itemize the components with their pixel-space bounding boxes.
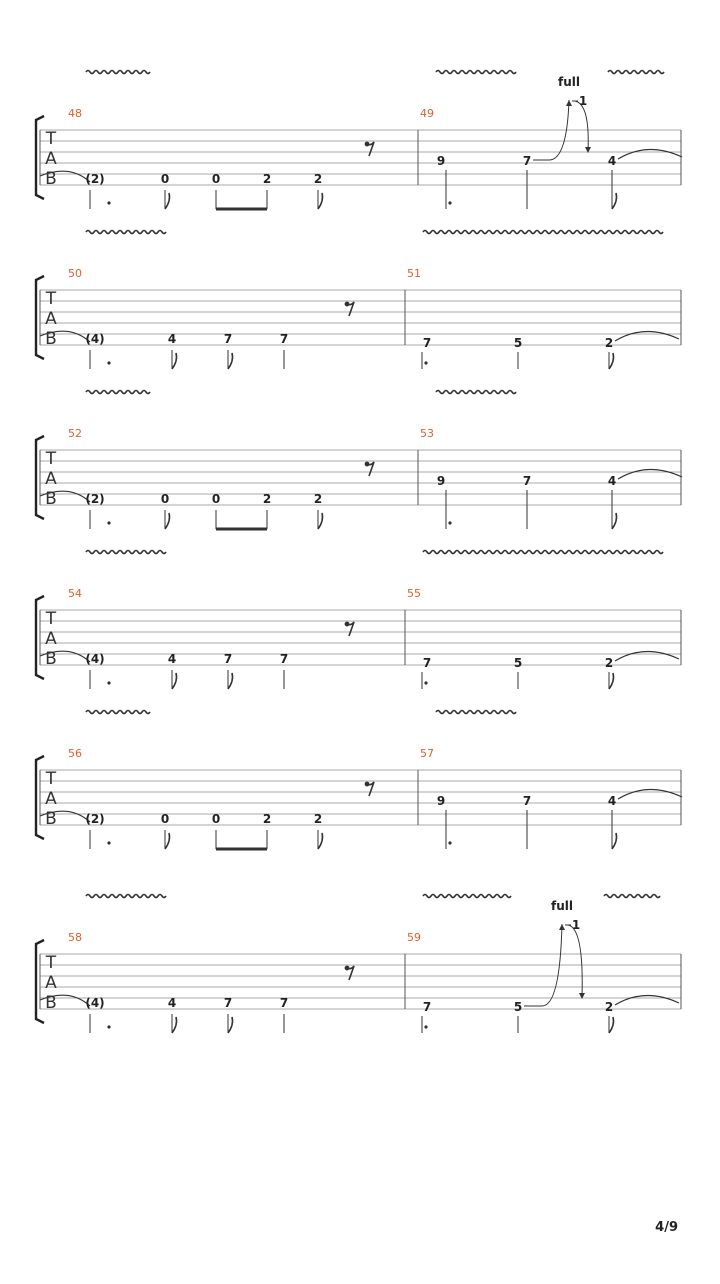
fret-number: 7 (279, 652, 289, 666)
note-flag (609, 353, 614, 369)
fret-number: 9 (436, 794, 446, 808)
measure-number: 57 (420, 747, 434, 760)
tab-system (36, 895, 681, 1034)
tab-clef-letter: B (45, 809, 57, 829)
note-flag (228, 1017, 233, 1033)
tab-clef-letter: A (45, 789, 57, 809)
tab-clef-letter: T (45, 769, 57, 789)
note-flag (318, 193, 323, 209)
vibrato-mark (423, 551, 663, 554)
measure-number: 59 (407, 931, 421, 944)
tab-clef-letter: A (45, 629, 57, 649)
tab-clef-letter: B (45, 993, 57, 1013)
fret-number: 2 (313, 812, 323, 826)
tab-clef-letter: T (45, 953, 57, 973)
dot (448, 201, 451, 204)
fret-number: 2 (604, 336, 614, 350)
note-flag (165, 193, 170, 209)
fret-number: 5 (513, 656, 523, 670)
tie-arc (615, 331, 679, 341)
note-flag (318, 833, 323, 849)
vibrato-mark (86, 551, 166, 554)
vibrato-mark (608, 71, 664, 74)
measure-number: 48 (68, 107, 82, 120)
vibrato-mark (423, 895, 511, 898)
fret-number: 4 (167, 652, 177, 666)
eighth-rest (347, 302, 354, 316)
fret-number: 2 (262, 172, 272, 186)
tab-clef-letter: T (45, 129, 57, 149)
bend-arrow (559, 924, 565, 930)
note-flag (228, 673, 233, 689)
measure-number: 53 (420, 427, 434, 440)
note-flag (612, 513, 617, 529)
vibrato-mark (423, 231, 663, 234)
tie-arc (618, 789, 682, 799)
measure-number: 56 (68, 747, 82, 760)
eighth-rest (367, 142, 374, 156)
tab-system (36, 231, 681, 370)
dot (107, 841, 110, 844)
vibrato-mark (436, 71, 516, 74)
fret-number: 7 (279, 996, 289, 1010)
tab-clef-letter: A (45, 309, 57, 329)
fret-number: 2 (262, 812, 272, 826)
measure-number: 50 (68, 267, 82, 280)
fret-number: 0 (211, 172, 221, 186)
vibrato-mark (86, 71, 150, 74)
fret-number: 0 (160, 172, 170, 186)
note-flag (172, 1017, 177, 1033)
tab-system (36, 711, 682, 850)
dot (424, 1025, 427, 1028)
measure-number: 58 (68, 931, 82, 944)
tie-arc (618, 469, 682, 479)
vibrato-mark (436, 391, 516, 394)
fret-number: 4 (167, 996, 177, 1010)
vibrato-mark (86, 391, 150, 394)
tie-arc (615, 651, 679, 661)
fret-number: 2 (313, 172, 323, 186)
eighth-rest (347, 622, 354, 636)
fret-number: 7 (422, 1000, 432, 1014)
bend-release-label: 1 (571, 918, 581, 932)
dot (107, 681, 110, 684)
measure-number: 51 (407, 267, 421, 280)
fret-number: 2 (262, 492, 272, 506)
dot (107, 1025, 110, 1028)
tab-clef-letter: B (45, 169, 57, 189)
measure-number: 54 (68, 587, 82, 600)
dot (107, 201, 110, 204)
tab-clef-letter: T (45, 609, 57, 629)
fret-number: 2 (604, 1000, 614, 1014)
fret-number: (2) (85, 812, 105, 826)
fret-number: 5 (513, 336, 523, 350)
fret-number: 9 (436, 154, 446, 168)
fret-number: (2) (85, 492, 105, 506)
note-flag (172, 673, 177, 689)
tab-clef-letter: A (45, 469, 57, 489)
fret-number: 7 (522, 794, 532, 808)
vibrato-mark (86, 895, 166, 898)
fret-number: 4 (607, 154, 617, 168)
fret-number: (4) (85, 652, 105, 666)
fret-number: (4) (85, 996, 105, 1010)
fret-number: 9 (436, 474, 446, 488)
page-number: 4/9 (655, 1220, 678, 1235)
fret-number: 0 (160, 492, 170, 506)
fret-number: 0 (160, 812, 170, 826)
fret-number: 7 (522, 474, 532, 488)
note-flag (609, 673, 614, 689)
note-flag (318, 513, 323, 529)
fret-number: 4 (607, 474, 617, 488)
fret-number: (4) (85, 332, 105, 346)
tab-clef-letter: B (45, 489, 57, 509)
note-flag (612, 193, 617, 209)
vibrato-mark (86, 711, 150, 714)
bend-arrow (566, 100, 572, 106)
dot (107, 521, 110, 524)
note-flag (228, 353, 233, 369)
fret-number: 0 (211, 492, 221, 506)
note-flag (612, 833, 617, 849)
note-flag (165, 833, 170, 849)
tab-clef-letter: B (45, 649, 57, 669)
note-flag (609, 1017, 614, 1033)
tab-clef-letter: T (45, 449, 57, 469)
tab-system (36, 71, 682, 210)
bend-amount-label: full (558, 75, 580, 89)
vibrato-mark (86, 231, 166, 234)
tie-arc (618, 149, 682, 159)
vibrato-mark (436, 711, 516, 714)
tab-clef-letter: T (45, 289, 57, 309)
eighth-rest (367, 782, 374, 796)
eighth-rest (367, 462, 374, 476)
dot (107, 361, 110, 364)
fret-number: 0 (211, 812, 221, 826)
fret-number: 7 (522, 154, 532, 168)
dot (448, 841, 451, 844)
dot (448, 521, 451, 524)
fret-number: 7 (223, 652, 233, 666)
bend-release-curve (568, 925, 582, 997)
measure-number: 49 (420, 107, 434, 120)
note-flag (172, 353, 177, 369)
fret-number: (2) (85, 172, 105, 186)
tab-system (36, 551, 681, 690)
eighth-rest (347, 966, 354, 980)
note-flag (165, 513, 170, 529)
tab-clef-letter: B (45, 329, 57, 349)
fret-number: 7 (223, 332, 233, 346)
fret-number: 7 (223, 996, 233, 1010)
vibrato-mark (604, 895, 660, 898)
fret-number: 7 (422, 656, 432, 670)
tab-clef-letter: A (45, 149, 57, 169)
tab-clef-letter: A (45, 973, 57, 993)
dot (424, 681, 427, 684)
fret-number: 7 (422, 336, 432, 350)
fret-number: 4 (167, 332, 177, 346)
fret-number: 2 (604, 656, 614, 670)
fret-number: 2 (313, 492, 323, 506)
tab-system (36, 391, 682, 530)
fret-number: 5 (513, 1000, 523, 1014)
fret-number: 4 (607, 794, 617, 808)
measure-number: 52 (68, 427, 82, 440)
bend-release-label: 1 (578, 94, 588, 108)
bend-release-curve (575, 101, 588, 151)
fret-number: 7 (279, 332, 289, 346)
tie-arc (615, 995, 679, 1005)
bend-amount-label: full (551, 899, 573, 913)
dot (424, 361, 427, 364)
measure-number: 55 (407, 587, 421, 600)
